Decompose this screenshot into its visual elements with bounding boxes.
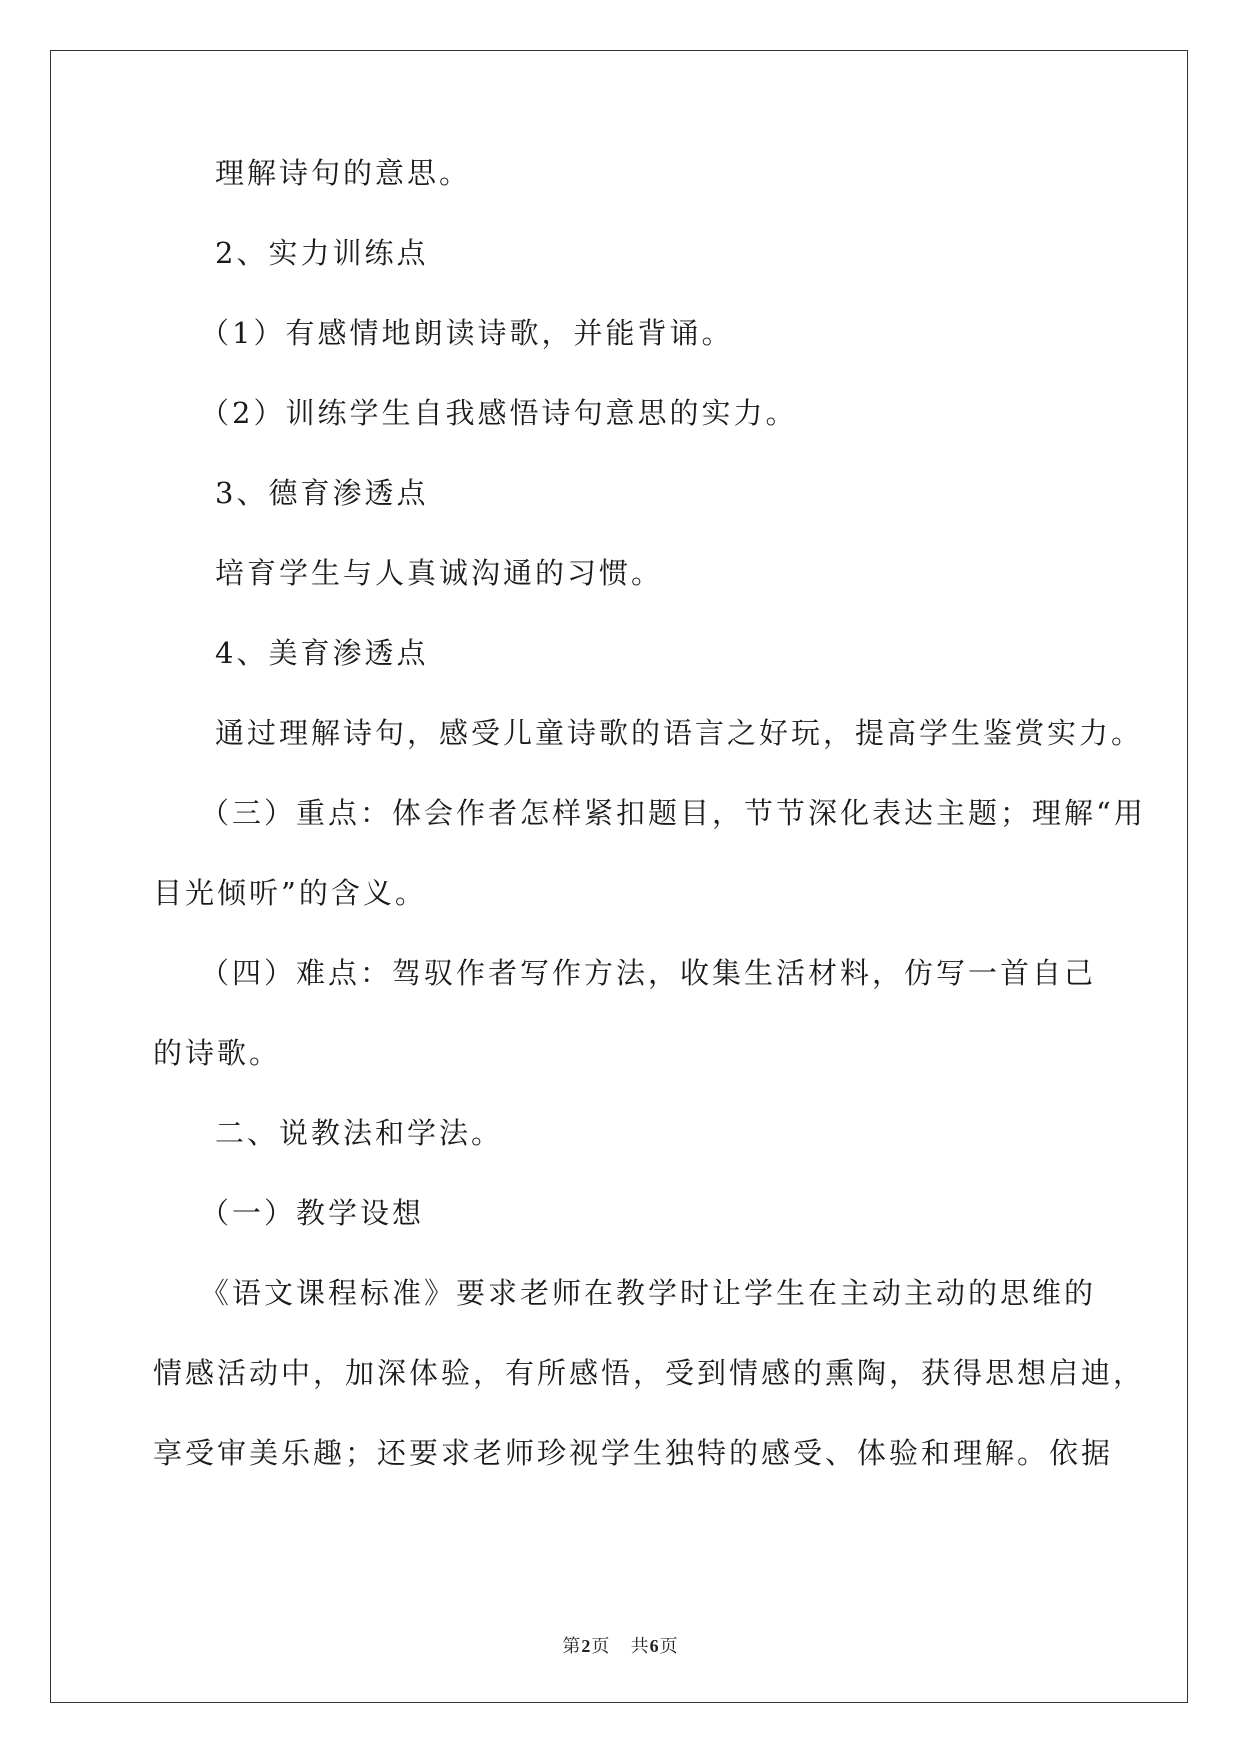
footer-total-suffix: 页 xyxy=(659,1636,679,1657)
section-heading: 二、说教法和学法。 xyxy=(215,1116,504,1150)
text-line: 《语文课程标准》要求老师在教学时让学生在主动主动的思维的 xyxy=(200,1276,1097,1310)
section-heading: （一）教学设想 xyxy=(200,1196,425,1230)
text-line: 的诗歌。 xyxy=(153,1036,282,1070)
footer-page-suffix: 页 xyxy=(591,1636,611,1657)
text-line: 通过理解诗句，感受儿童诗歌的语言之好玩，提高学生鉴赏实力。 xyxy=(215,716,1144,750)
section-heading: 2、实力训练点 xyxy=(215,236,429,270)
text-line: （2）训练学生自我感悟诗句意思的实力。 xyxy=(200,396,798,430)
page-footer xyxy=(0,1634,1241,1659)
section-heading: 3、德育渗透点 xyxy=(215,476,429,510)
text-line: 享受审美乐趣；还要求老师珍视学生独特的感受、体验和理解。依据 xyxy=(153,1436,1114,1470)
text-line: 理解诗句的意思。 xyxy=(215,156,472,190)
text-line: （四）难点：驾驭作者写作方法，收集生活材料，仿写一首自己 xyxy=(200,956,1097,990)
total-page-number: 6 xyxy=(649,1636,660,1656)
text-line: 培育学生与人真诚沟通的习惯。 xyxy=(215,556,664,590)
footer-total-prefix: 共 xyxy=(630,1636,650,1657)
text-line: 目光倾听”的含义。 xyxy=(153,876,427,910)
text-line: 情感活动中，加深体验，有所感悟，受到情感的熏陶，获得思想启迪， xyxy=(153,1356,1146,1390)
section-heading: 4、美育渗透点 xyxy=(215,636,429,670)
text-line: （1）有感情地朗读诗歌，并能背诵。 xyxy=(200,316,734,350)
footer-page-prefix: 第 xyxy=(562,1636,582,1657)
text-line: （三）重点：体会作者怎样紧扣题目，节节深化表达主题；理解“用 xyxy=(200,796,1146,830)
current-page-number: 2 xyxy=(581,1636,592,1656)
